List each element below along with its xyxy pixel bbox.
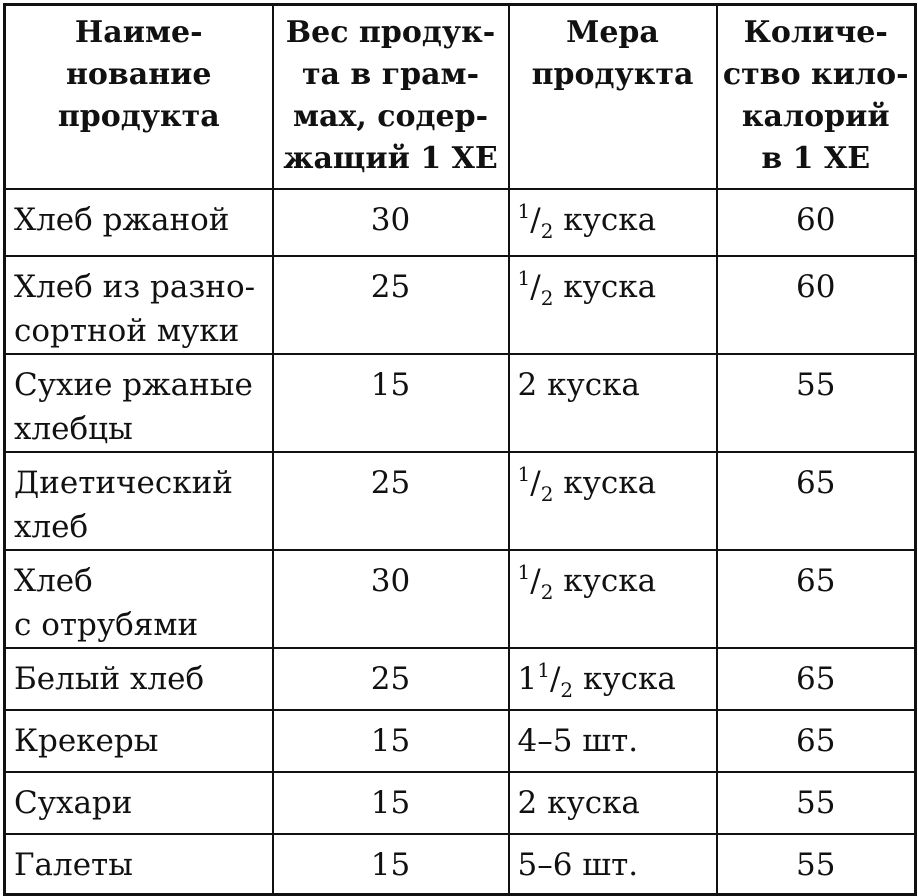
product-name-cell: Галеты (5, 834, 273, 895)
fraction-denominator: 2 (540, 286, 554, 310)
header-kilocalories: Количе- ство кило- калорий в 1 ХЕ (717, 5, 916, 190)
weight-cell: 25 (273, 452, 509, 550)
kcal-cell: 55 (717, 354, 916, 452)
calorie-table (3, 3, 917, 896)
weight-cell: 25 (273, 256, 509, 354)
fraction-numerator: 1 (517, 199, 531, 223)
measure-unit: куска (563, 465, 657, 501)
table-body (5, 189, 916, 895)
measure-unit: куска (563, 202, 657, 238)
header-row (5, 5, 916, 190)
measure-cell: 5–6 шт. (509, 834, 717, 895)
measure-cell: 4–5 шт. (509, 710, 717, 772)
table-row (5, 354, 916, 452)
header-weight-grams: Вес продук- та в грам- мах, содер- жащий 1 ХЕ (273, 5, 509, 190)
product-name-cell: Сухие ржаные хлебцы (5, 354, 273, 452)
weight-cell: 15 (273, 354, 509, 452)
measure-cell: $1^1/_2$ куска (509, 648, 717, 710)
header-product-name: Наиме- нование продукта (5, 5, 273, 190)
fraction-numerator: 1 (517, 462, 531, 486)
header-measure: Мера продукта (509, 5, 717, 190)
table-header (5, 5, 916, 190)
table-row (5, 189, 916, 256)
kcal-cell: 65 (717, 452, 916, 550)
table-row (5, 452, 916, 550)
measure-cell: $^1/_2$ куска (509, 189, 717, 256)
measure-cell: $^1/_2$ куска (509, 550, 717, 648)
kcal-cell: 60 (717, 256, 916, 354)
fraction-numerator: 1 (517, 560, 531, 584)
kcal-cell: 65 (717, 710, 916, 772)
weight-cell: 15 (273, 772, 509, 834)
table-row (5, 710, 916, 772)
measure-unit: куска (563, 269, 657, 305)
product-name-cell: Крекеры (5, 710, 273, 772)
table-row (5, 648, 916, 710)
measure-cell: 2 куска (509, 772, 717, 834)
product-name-cell: Белый хлеб (5, 648, 273, 710)
weight-cell: 25 (273, 648, 509, 710)
measure-cell: $^1/_2$ куска (509, 452, 717, 550)
product-name-cell: Хлеб из разно- сортной муки (5, 256, 273, 354)
measure-cell: $^1/_2$ куска (509, 256, 717, 354)
weight-cell: 30 (273, 189, 509, 256)
fraction-denominator: 2 (540, 482, 554, 506)
table-row (5, 550, 916, 648)
product-name-cell: Хлеб ржаной (5, 189, 273, 256)
kcal-cell: 65 (717, 550, 916, 648)
kcal-cell: 60 (717, 189, 916, 256)
fraction-denominator: 2 (540, 580, 554, 604)
product-name-cell: Сухари (5, 772, 273, 834)
measure-unit: куска (583, 661, 676, 697)
table-row (5, 772, 916, 834)
weight-cell: 15 (273, 834, 509, 895)
fraction-denominator: 2 (560, 678, 574, 702)
fraction-denominator: 2 (540, 219, 554, 243)
measure-unit: куска (563, 563, 657, 599)
weight-cell: 15 (273, 710, 509, 772)
table-row (5, 834, 916, 895)
product-name-cell: Хлеб с отрубями (5, 550, 273, 648)
fraction-numerator: 1 (537, 658, 550, 682)
measure-cell: 2 куска (509, 354, 717, 452)
product-name-cell: Диетический хлеб (5, 452, 273, 550)
table-row (5, 256, 916, 354)
kcal-cell: 55 (717, 834, 916, 895)
kcal-cell: 55 (717, 772, 916, 834)
measure-whole: 1 (517, 661, 538, 697)
weight-cell: 30 (273, 550, 509, 648)
kcal-cell: 65 (717, 648, 916, 710)
fraction-numerator: 1 (517, 266, 531, 290)
